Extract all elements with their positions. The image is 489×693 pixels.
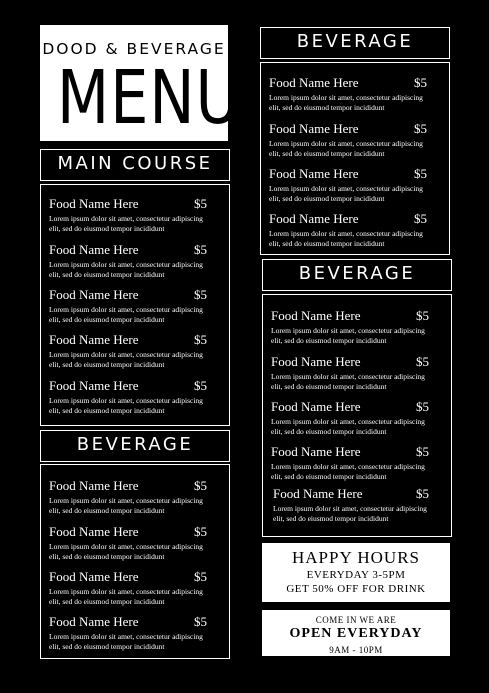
menu-item [271,444,443,482]
item-price: $5 [194,378,207,393]
item-description: Lorem ipsum dolor sit amet, consectetur adipiscing elit, sed do eiusmod tempor incididunt [49,542,203,561]
item-description: Lorem ipsum dolor sit amet, consectetur adipiscing elit, sed do eiusmod tempor incididunt [49,587,203,606]
menu-item [49,569,221,607]
item-description: Lorem ipsum dolor sit amet, consectetur adipiscing elit, sed do eiusmod tempor incididunt [271,417,425,436]
menu-item [49,287,221,325]
menu-item [273,486,443,524]
item-name: Food Name Here [269,75,359,90]
item-name: Food Name Here [49,332,139,347]
menu-title-block [40,25,241,141]
menu-item [49,196,221,234]
item-price: $5 [416,354,429,369]
item-price: $5 [194,287,207,302]
item-name: Food Name Here [269,211,359,226]
main-course-heading: MAIN COURSE [40,149,230,181]
item-description: Lorem ipsum dolor sit amet, consectetur adipiscing elit, sed do eiusmod tempor incididunt [49,632,203,651]
menu-item [269,211,441,249]
menu-item [49,242,221,280]
main-course-box [40,184,230,426]
beverage-box [260,62,450,255]
item-description: Lorem ipsum dolor sit amet, consectetur adipiscing elit, sed do eiusmod tempor incididunt [49,260,203,279]
item-price: $5 [416,486,429,501]
item-price: $5 [194,242,207,257]
item-description: Lorem ipsum dolor sit amet, consectetur adipiscing elit, sed do eiusmod tempor incididunt [269,93,423,112]
item-price: $5 [414,121,427,136]
beverage-heading: BEVERAGE [40,430,230,462]
item-price: $5 [416,399,429,414]
menu-item [49,524,221,562]
menu-item [269,166,441,204]
happy-hours-offer: GET 50% OFF FOR DRINK [286,583,426,595]
item-description: Lorem ipsum dolor sit amet, consectetur adipiscing elit, sed do eiusmod tempor incididunt [273,504,427,523]
menu-title: MENU [56,55,241,141]
item-name: Food Name Here [271,354,361,369]
menu-subtitle: DOOD & BEVERAGE [42,40,226,58]
happy-hours-title: HAPPY HOURS [292,548,420,567]
item-name: Food Name Here [271,444,361,459]
open-everyday-intro: COME IN WE ARE [315,615,397,625]
menu-item [49,378,221,416]
item-price: $5 [194,524,207,539]
menu-item [271,399,443,437]
item-price: $5 [416,308,429,323]
item-description: Lorem ipsum dolor sit amet, consectetur adipiscing elit, sed do eiusmod tempor incididunt [271,326,425,345]
item-name: Food Name Here [49,569,139,584]
item-name: Food Name Here [49,196,139,211]
item-price: $5 [414,166,427,181]
item-price: $5 [414,211,427,226]
item-description: Lorem ipsum dolor sit amet, consectetur adipiscing elit, sed do eiusmod tempor incididunt [271,462,425,481]
item-name: Food Name Here [49,287,139,302]
item-description: Lorem ipsum dolor sit amet, consectetur adipiscing elit, sed do eiusmod tempor incididunt [271,372,425,391]
item-price: $5 [194,569,207,584]
item-price: $5 [416,444,429,459]
item-name: Food Name Here [49,378,139,393]
beverage-heading: BEVERAGE [262,259,452,291]
item-description: Lorem ipsum dolor sit amet, consectetur adipiscing elit, sed do eiusmod tempor incididunt [49,305,203,324]
item-description: Lorem ipsum dolor sit amet, consectetur adipiscing elit, sed do eiusmod tempor incididunt [49,396,203,415]
item-description: Lorem ipsum dolor sit amet, consectetur adipiscing elit, sed do eiusmod tempor incididunt [49,350,203,369]
item-name: Food Name Here [49,524,139,539]
item-price: $5 [414,75,427,90]
menu-item [49,332,221,370]
beverage-heading: BEVERAGE [260,27,450,59]
happy-hours-box [262,543,450,602]
item-price: $5 [194,478,207,493]
opening-hours: 9AM - 10PM [329,645,383,655]
item-name: Food Name Here [49,478,139,493]
beverage-box [262,294,452,537]
menu-item [49,614,221,652]
happy-hours-time: EVERYDAY 3-5PM [306,569,406,581]
item-name: Food Name Here [269,121,359,136]
menu-item [271,308,443,346]
item-price: $5 [194,332,207,347]
item-description: Lorem ipsum dolor sit amet, consectetur adipiscing elit, sed do eiusmod tempor incididunt [269,139,423,158]
item-name: Food Name Here [269,166,359,181]
menu-item [49,478,221,516]
item-name: Food Name Here [49,614,139,629]
item-description: Lorem ipsum dolor sit amet, consectetur adipiscing elit, sed do eiusmod tempor incididunt [49,496,203,515]
item-name: Food Name Here [273,486,363,501]
menu-item [269,121,441,159]
item-description: Lorem ipsum dolor sit amet, consectetur adipiscing elit, sed do eiusmod tempor incididunt [269,184,423,203]
item-description: Lorem ipsum dolor sit amet, consectetur adipiscing elit, sed do eiusmod tempor incididunt [269,229,423,248]
item-name: Food Name Here [49,242,139,257]
open-everyday-title: OPEN EVERYDAY [289,626,423,641]
item-description: Lorem ipsum dolor sit amet, consectetur adipiscing elit, sed do eiusmod tempor incididunt [49,214,203,233]
item-price: $5 [194,614,207,629]
item-name: Food Name Here [271,308,361,323]
item-price: $5 [194,196,207,211]
open-everyday-box [262,610,450,656]
menu-item [269,75,441,113]
item-name: Food Name Here [271,399,361,414]
menu-item [271,354,443,392]
beverage-box [40,464,230,659]
